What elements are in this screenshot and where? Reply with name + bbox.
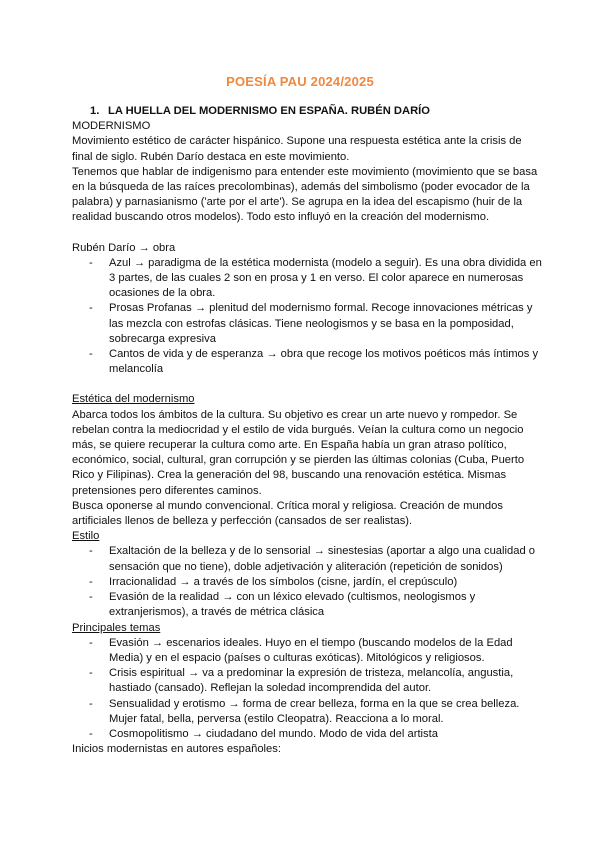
list-item [72,666,542,696]
list-item [72,697,542,727]
list-item [72,544,542,574]
ruben-works-list [72,256,542,378]
list-item-text: Cosmopolitismo → ciudadano del mundo. Modo de vida del artista [109,727,438,740]
list-item [72,347,542,377]
estilo-list [72,544,542,620]
dash-bullet: - [89,636,93,649]
inicios-label: Inicios modernistas en autores españoles: [72,743,281,756]
list-item-text: Cantos de vida y de esperanza → obra que recoge los motivos poéticos más íntimos y melancolía [109,348,539,376]
list-item-text: Evasión de la realidad → con un léxico elevado (cultismos, neologismos y extranjerismos), a través de métrica clásica [109,591,476,619]
list-item [72,301,542,347]
paragraph-estetica: Abarca todos los ámbitos de la cultura. Su objetivo es crear un arte nuevo y rompedor. Se rebelan contra la mediocridad y el estilo de vida burgués. Veían la cultura como un negocio más, se quiere recuperar la cultura como arte. En España había un gran atraso político, económico, social, cultural, gran corrupción y se pierden las últimas colonias (Cuba, Puerto Rico y Filipinas). Crea la generación del 98, buscando una renovación estética. Mismas pretensiones pero diferentes caminos. [72,408,525,497]
spacer [72,377,542,392]
document-title: POESÍA PAU 2024/2025 [226,74,374,89]
list-item-text: Evasión → escenarios ideales. Huyo en el tiempo (buscando modelos de la Edad Media) y en el espacio (países o culturas exóticas). Mitológicos y religiosos. [109,636,513,664]
estilo-heading: Estilo [72,530,100,543]
dash-bullet: - [89,348,93,361]
list-item-text: Azul → paradigma de la estética modernista (modelo a seguir). Es una obra dividida en 3 partes, de las cuales 2 son en prosa y 1 en verso. El color aparece en numerosas ocasiones de la obra. [109,256,542,300]
dash-bullet: - [89,302,93,315]
dash-bullet: - [89,667,93,680]
list-item-text: Exaltación de la belleza y de lo sensorial → sinestesias (aportar a algo una cualidad o sensación que no tiene), doble adjetivación y aliteración (repetición de sonidos) [109,545,535,573]
dash-bullet: - [89,591,93,604]
list-item-text: Prosas Profanas → plenitud del modernismo formal. Recoge innovaciones métricas y las mezcla con estrofas clásicas. Tiene neologismos y se basa en la pomposidad, sobrecarga expresiva [109,302,533,345]
list-item-text: Crisis espiritual → va a predominar la expresión de tristeza, melancolía, angustia, hastiado (cansado). Reflejan la soledad incomprendida del autor. [109,667,514,695]
dash-bullet: - [89,697,93,710]
list-item [72,256,542,302]
paragraph-intro: Movimiento estético de carácter hispánico. Supone una respuesta estética ante la crisis de final de siglo. Rubén Darío destaca en este movimiento. [72,135,522,163]
dash-bullet: - [89,545,93,558]
temas-list [72,636,542,742]
section-number: 1. [90,105,100,117]
modernismo-label: MODERNISMO [72,120,151,133]
section-heading [72,104,542,119]
dash-bullet: - [89,256,93,269]
document-body [72,104,542,757]
dash-bullet: - [89,575,93,588]
paragraph-oposicion: Busca oponerse al mundo convencional. Crítica moral y religiosa. Creación de mundos artificiales llenos de belleza y perfección (cansados de ser realistas). [72,499,503,528]
dash-bullet: - [89,727,93,740]
list-item-text: Sensualidad y erotismo → forma de crear belleza, forma en la que se crea belleza. Mujer fatal, bella, perversa (estilo Cleopatra). Reacciona a lo moral. [109,697,520,725]
ruben-dario-label: Rubén Darío → obra [72,241,176,254]
section-heading-text: LA HUELLA DEL MODERNISMO EN ESPAÑA. RUBÉN DARÍO [108,105,430,117]
list-item [72,590,542,620]
list-item-text: Irracionalidad → a través de los símbolos (cisne, jardín, el crepúsculo) [109,575,458,588]
list-item [72,727,542,742]
estetica-heading: Estética del modernismo [72,393,195,406]
paragraph-indigenismo: Tenemos que hablar de indigenismo para entender este movimiento (movimiento que se basa en la búsqueda de las raíces precolombinas), además del simbolismo (poder evocador de la palabra) y parnasianismo ('arte por el arte'). Se agrupa en la idea del escapismo (huir de la realidad buscando otros modelos). Todo esto influyó en la creación del modernismo. [72,165,538,224]
temas-heading: Principales temas [72,621,161,634]
list-item [72,575,542,590]
list-item [72,636,542,666]
spacer [72,226,542,241]
